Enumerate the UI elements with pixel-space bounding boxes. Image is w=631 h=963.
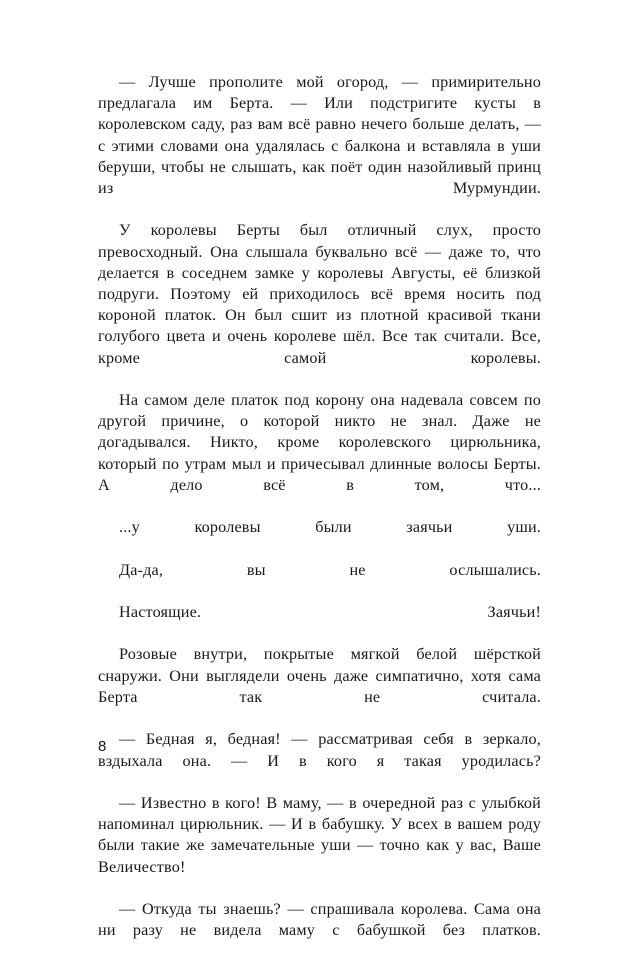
paragraph: У королевы Берты был отличный слух, просто превосходный. Она слышала буквально всё — даже то, что делается в соседнем замке у королевы Августы, её близкой подруги. Поэтому ей приходилось всё время носить под короной платок. Он был сшит из плотной красивой ткани голубого цвета и очень королеве шёл. Все так считали. Все, кроме самой королевы. bbox=[98, 221, 541, 367]
paragraph: На самом деле платок под корону она надевала совсем по другой причине, о которой никто не знал. Даже не догадывался. Никто, кроме королевского цирюльника, который по утрам мыл и причесывал длинные волосы Берты. А дело всё в том, что... bbox=[98, 391, 541, 494]
paragraph: — Известно в кого! В маму, — в очередной раз с улыбкой напоминал цирюльник. — И в бабушку. У всех в вашем роду были такие же замечательные уши — точно как у вас, Ваше Величество! bbox=[98, 793, 541, 876]
paragraph: Розовые внутри, покрытые мягкой белой шёрсткой снаружи. Они выглядели очень даже симпатично, хотя сама Берта так не считала. bbox=[98, 645, 541, 706]
page-body-text bbox=[98, 72, 541, 963]
paragraph: — Бедная я, бедная! — рассматривая себя в зеркало, вздыхала она. — И в кого я такая уродилась? bbox=[98, 730, 541, 770]
paragraph: — Откуда ты знаешь? — спрашивала королева. Сама она ни разу не видела маму с бабушкой без платков. bbox=[98, 899, 541, 940]
paragraph: ...у королевы были заячьи уши. bbox=[119, 518, 541, 537]
paragraph: Да-да, вы не ослышались. bbox=[119, 560, 541, 579]
paragraph: Настоящие. Заячьи! bbox=[119, 603, 541, 622]
page-number: 8 bbox=[98, 738, 107, 755]
paragraph: — Лучше прополите мой огород, — примирительно предлагала им Берта. — Или подстригите кусты в королевском саду, раз вам всё равно нечего больше делать, — с этими словами она удалялась с балкона и вставляла в уши беруши, чтобы не слышать, как поёт один назойливый принц из Мурмундии. bbox=[98, 73, 541, 198]
